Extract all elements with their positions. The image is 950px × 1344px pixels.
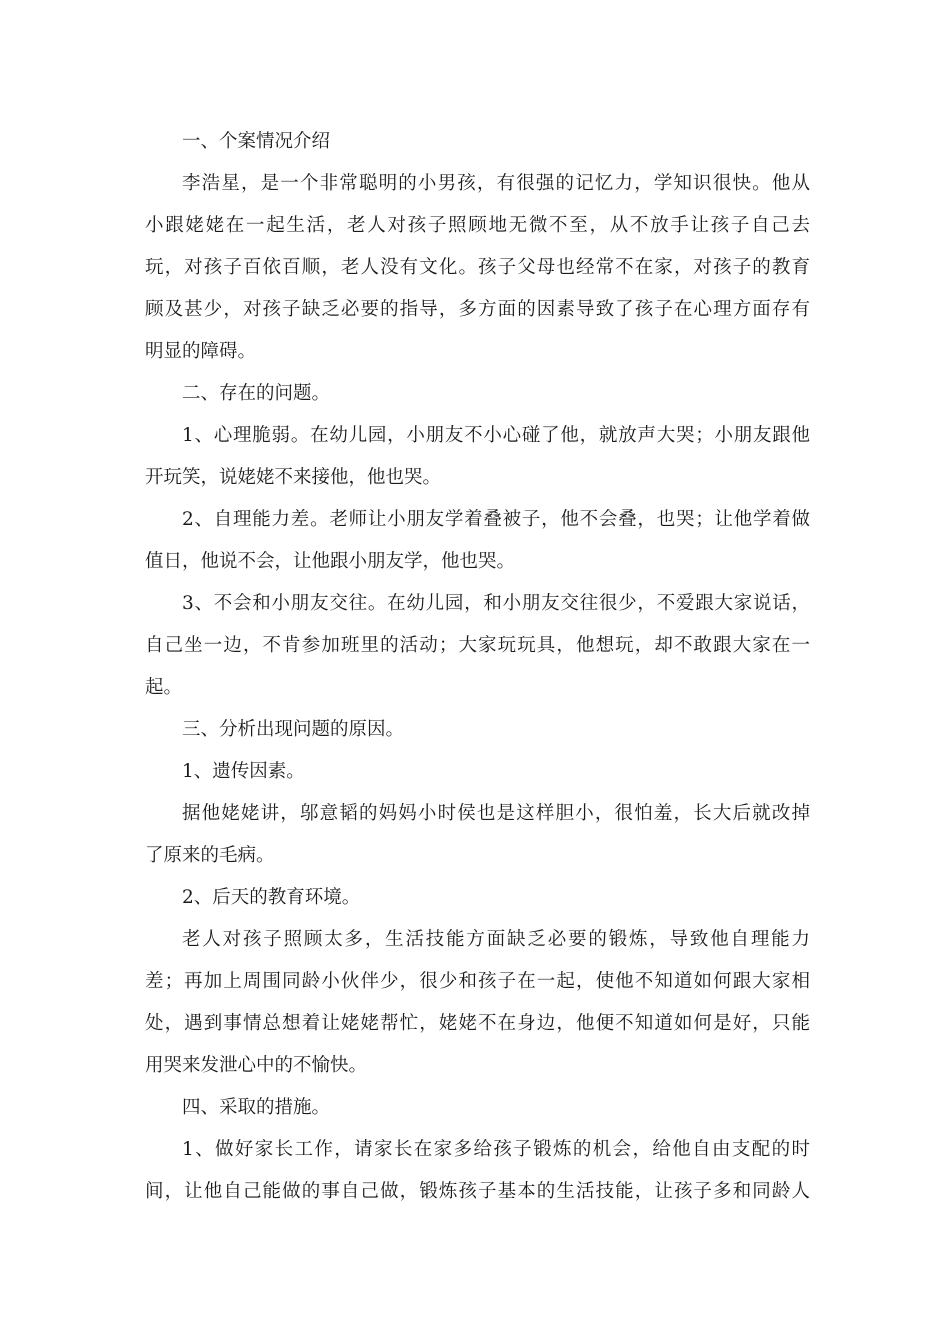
document-line: 3、不会和小朋友交往。在幼儿园，和小朋友交往很少，不爱跟大家说话， (182, 593, 810, 614)
document-line: 1、心理脆弱。在幼儿园，小朋友不小心碰了他，就放声大哭；小朋友跟他 (182, 425, 810, 446)
document-line: 自己坐一边，不肯参加班里的活动；大家玩玩具，他想玩，却不敢跟大家在一 (145, 635, 810, 656)
document-line: 处，遇到事情总想着让姥姥帮忙，姥姥不在身边，他便不知道如何是好，只能 (145, 1013, 810, 1034)
document-line: 据他姥姥讲，邬意韬的妈妈小时侯也是这样胆小，很怕羞，长大后就改掉 (182, 803, 810, 824)
document-line: 1、做好家长工作，请家长在家多给孩子锻炼的机会，给他自由支配的时 (182, 1139, 810, 1160)
document-line: 明显的障碍。 (145, 341, 257, 362)
document-line: 老人对孩子照顾太多，生活技能方面缺乏必要的锻炼，导致他自理能力 (182, 929, 810, 950)
document-line: 四、采取的措施。 (182, 1097, 331, 1118)
document-line: 顾及甚少，对孩子缺乏必要的指导，多方面的因素导致了孩子在心理方面存有 (145, 299, 810, 320)
document-line: 间，让他自己能做的事自己做，锻炼孩子基本的生活技能，让孩子多和同龄人 (145, 1181, 810, 1202)
document-line: 小跟姥姥在一起生活，老人对孩子照顾地无微不至，从不放手让孩子自己去 (145, 215, 810, 236)
document-line: 三、分析出现问题的原因。 (182, 719, 405, 740)
document-line: 玩，对孩子百依百顺，老人没有文化。孩子父母也经常不在家，对孩子的教育 (145, 257, 810, 278)
document-line: 开玩笑，说姥姥不来接他，他也哭。 (145, 467, 442, 488)
document-line: 2、自理能力差。老师让小朋友学着叠被子，他不会叠，也哭；让他学着做 (182, 509, 810, 530)
document-line: 了原来的毛病。 (145, 845, 275, 866)
document-line: 2、后天的教育环境。 (182, 887, 361, 908)
document-line: 一、个案情况介绍 (182, 131, 331, 152)
document-line: 1、遗传因素。 (182, 761, 305, 782)
document-line: 值日，他说不会，让他跟小朋友学，他也哭。 (145, 551, 516, 572)
document-line: 起。 (145, 677, 183, 698)
document-line: 差；再加上周围同龄小伙伴少，很少和孩子在一起，使他不知道如何跟大家相 (145, 971, 810, 992)
document-line: 二、存在的问题。 (182, 383, 331, 404)
document-body (145, 127, 810, 1219)
document-line: 用哭来发泄心中的不愉快。 (145, 1055, 368, 1076)
document-line: 李浩星，是一个非常聪明的小男孩，有很强的记忆力，学知识很快。他从 (182, 173, 810, 194)
